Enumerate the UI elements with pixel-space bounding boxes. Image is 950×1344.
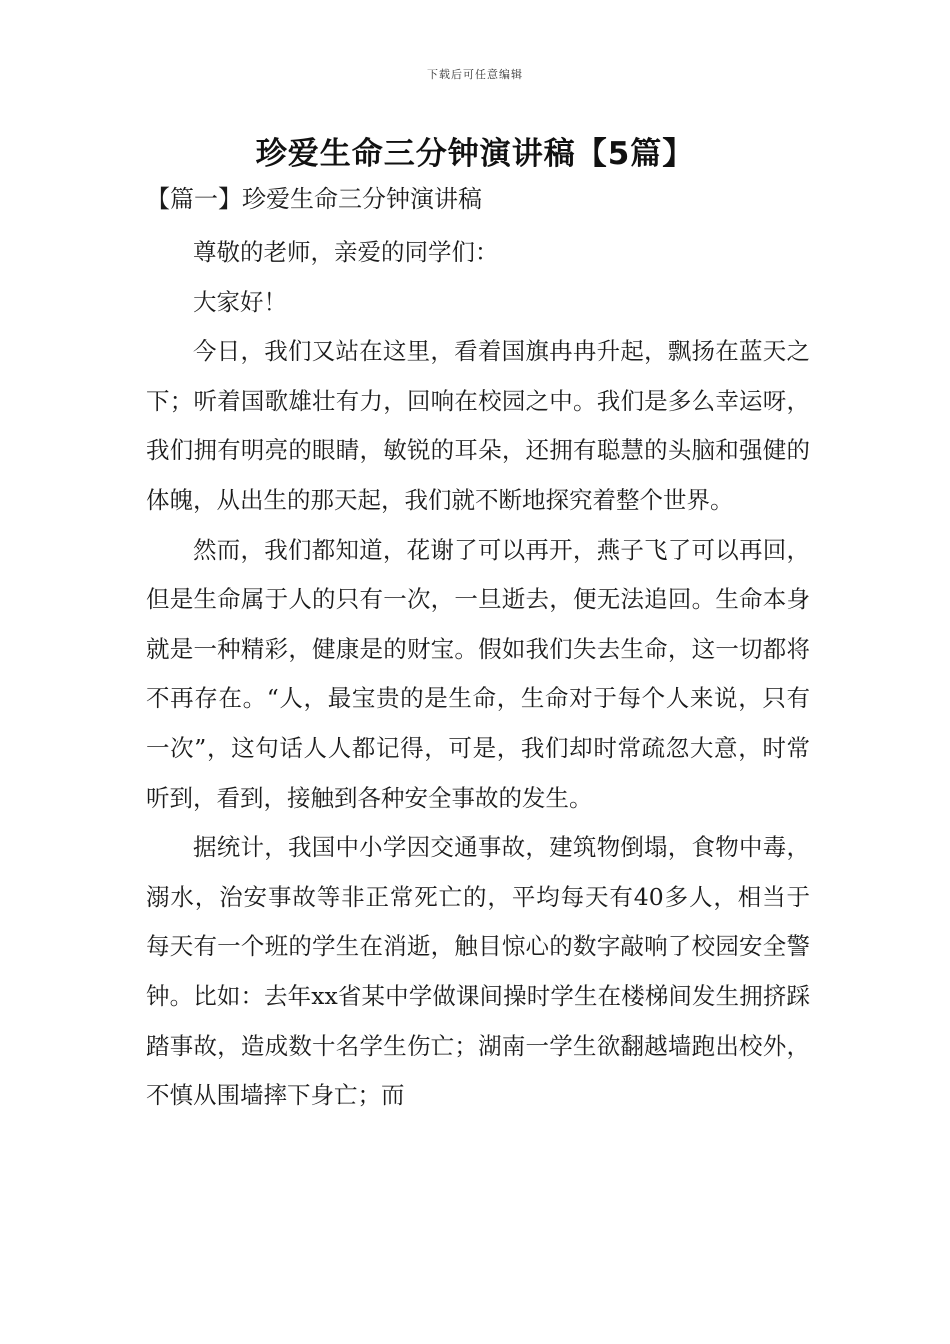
document-title: 珍爱生命三分钟演讲稿【5篇】 xyxy=(255,136,695,172)
paragraph-greeting: 尊敬的老师，亲爱的同学们： xyxy=(193,238,499,266)
paragraph: 然而，我们都知道，花谢了可以再开，燕子飞了可以再回，但是生命属于人的只有一次，一旦逝去，便无法追回。生命本身就是一种精彩，健康是的财宝。假如我们失去生命，这一切都将不再存在。“人，最宝贵的是生命，生命对于每个人来说，只有一次”，这句话人人都记得，可是，我们却时常疏忽大意，时常听到，看到，接触到各种安全事故的发生。 xyxy=(146,535,810,812)
paragraph: 据统计，我国中小学因交通事故，建筑物倒塌，食物中毒，溺水，治安事故等非正常死亡的，平均每天有40多人，相当于每天有一个班的学生在消逝，触目惊心的数字敲响了校园安全警钟。比如：去年xx省某中学做课间操时学生在楼梯间发生拥挤踩踏事故，造成数十名学生伤亡；湖南一学生欲翻越墙跑出校外，不慎从围墙摔下身亡；而 xyxy=(146,833,810,1110)
document-body xyxy=(146,228,810,1121)
paragraph: 今日，我们又站在这里，看着国旗冉冉升起，飘扬在蓝天之下；听着国歌雄壮有力，回响在校园之中。我们是多么幸运呀，我们拥有明亮的眼睛，敏锐的耳朵，还拥有聪慧的头脑和强健的体魄，从出生的那天起，我们就不断地探究着整个世界。 xyxy=(146,337,810,514)
header-note: 下载后可任意编辑 xyxy=(427,68,523,81)
paragraph-hello: 大家好！ xyxy=(193,287,287,316)
section-heading: 【篇一】珍爱生命三分钟演讲稿 xyxy=(146,185,482,213)
